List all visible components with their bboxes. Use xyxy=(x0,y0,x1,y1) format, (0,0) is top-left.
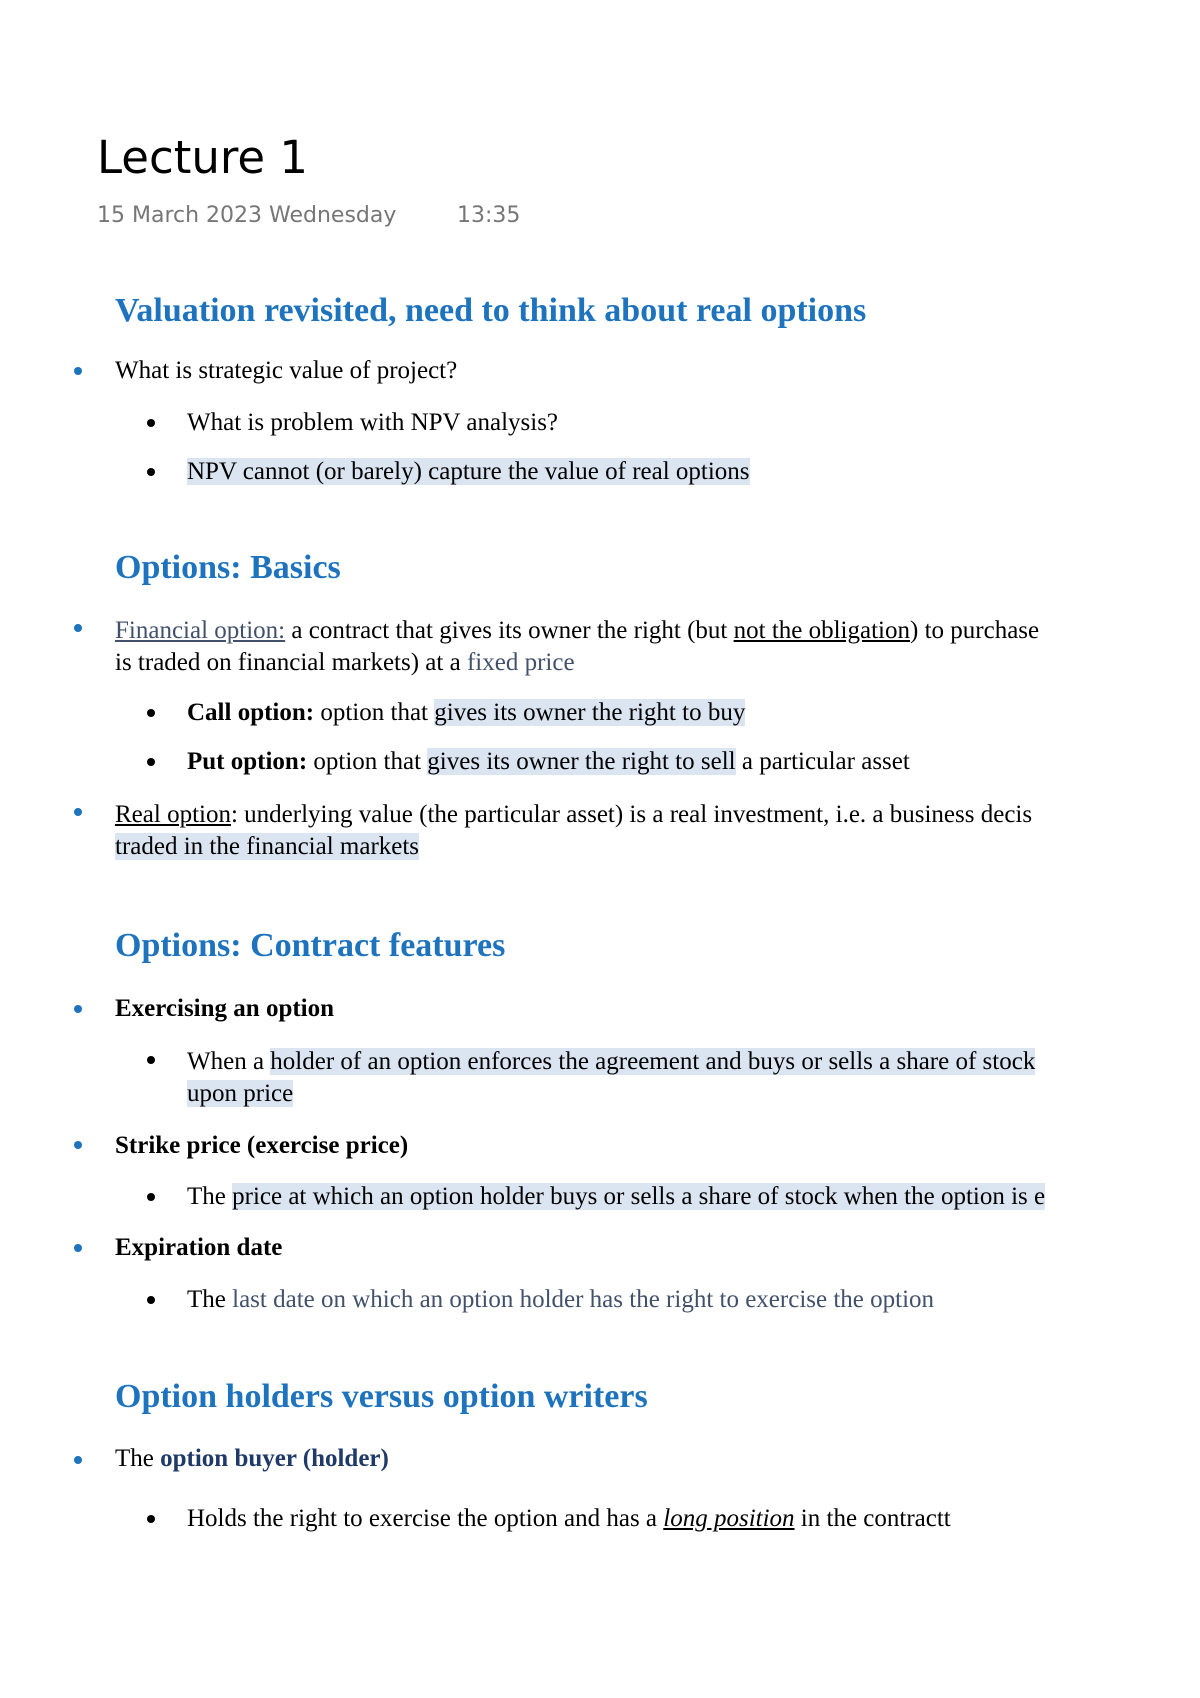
list-item-text: What is strategic value of project? xyxy=(115,357,458,384)
page-time: 13:35 xyxy=(457,203,521,228)
term-expiration-date: Expiration date xyxy=(115,1234,283,1261)
bullet-icon xyxy=(74,367,82,375)
bullet-icon xyxy=(74,1456,82,1464)
list-item xyxy=(187,1284,934,1316)
list-item xyxy=(187,1181,1045,1213)
term-option-buyer: option buyer (holder) xyxy=(160,1445,389,1472)
highlighted-text: NPV cannot (or barely) capture the value of real options xyxy=(187,458,750,485)
list-item xyxy=(115,1443,389,1475)
list-item-text: last date on which an option holder has the right to exercise the option xyxy=(232,1286,935,1313)
list-item-text: a particular asset xyxy=(735,748,910,775)
term-financial-option: Financial option: xyxy=(115,617,286,644)
highlighted-text: gives its owner the right to sell xyxy=(427,748,736,775)
bullet-icon xyxy=(147,419,155,427)
term-strike-price: Strike price (exercise price) xyxy=(115,1132,409,1159)
term-put-option: Put option: xyxy=(187,748,308,775)
bullet-icon xyxy=(147,709,155,717)
bullet-icon xyxy=(147,1193,155,1201)
list-item-text: a contract that gives its owner the right (but xyxy=(285,617,734,644)
highlighted-text: traded in the financial markets xyxy=(115,833,420,860)
list-item-text: in the contractt xyxy=(794,1505,951,1532)
list-item xyxy=(115,1232,282,1264)
highlighted-text: upon price xyxy=(187,1080,294,1107)
list-item-text: The xyxy=(187,1286,233,1313)
list-item xyxy=(115,355,457,387)
list-item xyxy=(187,1046,1035,1078)
list-item xyxy=(187,456,750,488)
list-item-continuation xyxy=(115,647,575,679)
list-item xyxy=(187,407,558,439)
bullet-icon xyxy=(74,1244,82,1252)
term-exercising: Exercising an option xyxy=(115,995,335,1022)
list-item-text: When a xyxy=(187,1048,271,1075)
list-item-text: The xyxy=(187,1183,233,1210)
list-item-text: : underlying value (the particular asset) is a real investment, i.e. a business decis xyxy=(230,801,1033,828)
list-item-text: Holds the right to exercise the option and has a xyxy=(187,1505,664,1532)
list-item xyxy=(115,615,1039,647)
bullet-icon xyxy=(147,1296,155,1304)
section-heading-basics: Options: Basics xyxy=(115,549,341,586)
list-item-continuation xyxy=(115,831,419,863)
term-not-the-obligation: not the obligation xyxy=(733,617,910,644)
bullet-icon xyxy=(74,808,82,816)
list-item-text: option that xyxy=(314,699,435,726)
section-heading-contract-features: Options: Contract features xyxy=(115,927,506,964)
term-real-option: Real option xyxy=(115,801,231,828)
section-heading-valuation: Valuation revisited, need to think about real options xyxy=(115,292,867,329)
list-item xyxy=(187,697,745,729)
term-long-position: long position xyxy=(663,1505,795,1532)
page-title: Lecture 1 xyxy=(97,131,309,184)
list-item xyxy=(187,1503,951,1535)
bullet-icon xyxy=(147,1056,155,1064)
bullet-icon xyxy=(74,1141,82,1149)
list-item-text: ) to purchase xyxy=(910,617,1040,644)
list-item xyxy=(115,799,1032,831)
list-item xyxy=(115,993,334,1025)
list-item-text: What is problem with NPV analysis? xyxy=(187,409,559,436)
page-date: 15 March 2023 Wednesday xyxy=(97,203,397,228)
bullet-icon xyxy=(74,624,82,632)
list-item-text: option that xyxy=(307,748,428,775)
term-call-option: Call option: xyxy=(187,699,315,726)
list-item-continuation xyxy=(187,1078,293,1110)
bullet-icon xyxy=(147,468,155,476)
bullet-icon xyxy=(147,1515,155,1523)
list-item-text: is traded on financial markets) at a xyxy=(115,649,467,676)
highlighted-text: price at which an option holder buys or sells a share of stock when the option is e xyxy=(232,1183,1046,1210)
highlighted-text: holder of an option enforces the agreement and buys or sells a share of stock xyxy=(270,1048,1036,1075)
list-item xyxy=(115,1130,408,1162)
bullet-icon xyxy=(74,1005,82,1013)
section-heading-holders-writers: Option holders versus option writers xyxy=(115,1378,648,1415)
term-fixed-price: fixed price xyxy=(466,649,575,676)
list-item xyxy=(187,746,910,778)
list-item-text: The xyxy=(115,1445,161,1472)
bullet-icon xyxy=(147,758,155,766)
highlighted-text: gives its owner the right to buy xyxy=(434,699,746,726)
